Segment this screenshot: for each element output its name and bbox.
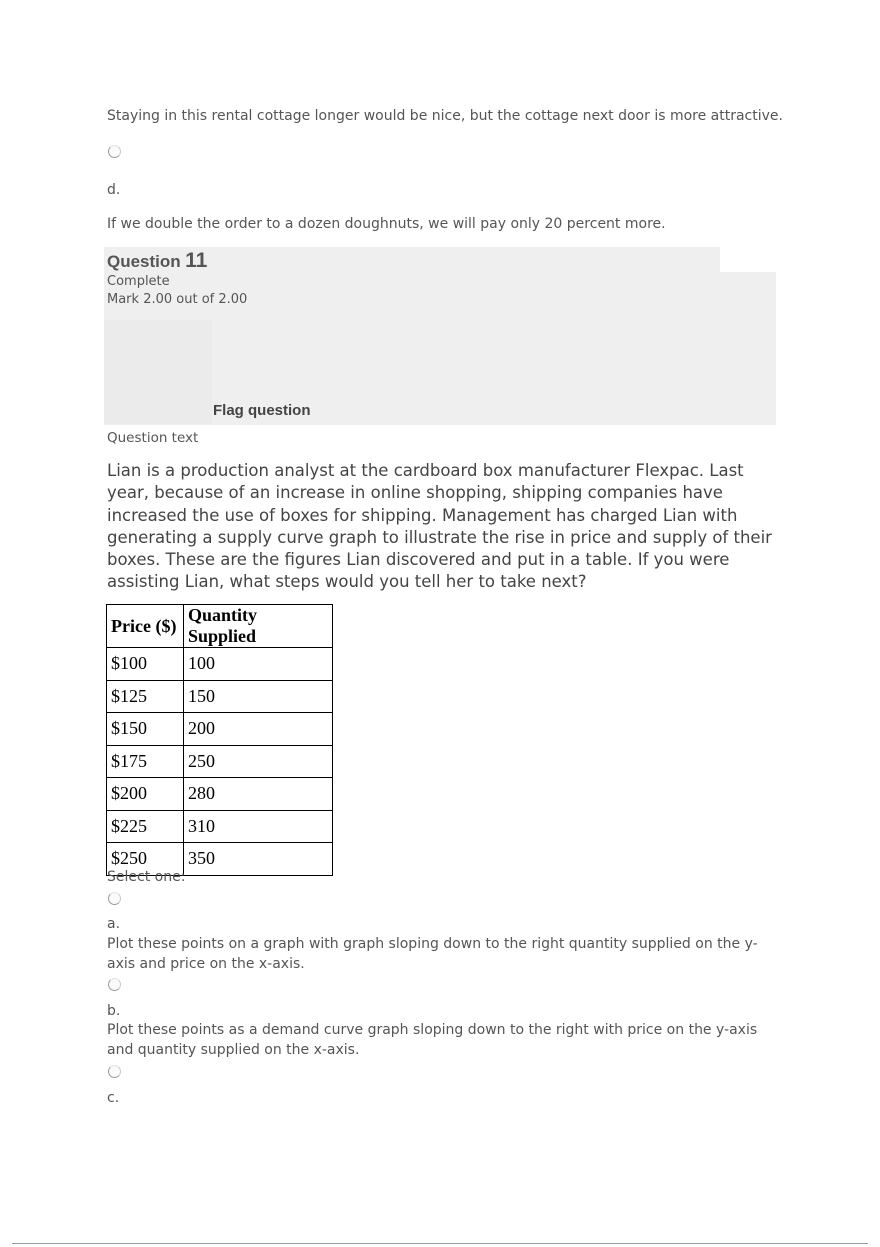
select-one-prompt: Select one: <box>107 869 186 885</box>
price-cell: $225 <box>107 810 184 843</box>
option-a-text: Plot these points on a graph with graph sloping down to the right quantity supplied on the y-axis and price on the x-axis. <box>107 936 758 972</box>
price-cell: $150 <box>107 713 184 746</box>
quantity-cell: 280 <box>184 778 333 811</box>
option-a-label: a. <box>107 916 121 932</box>
header-quantity: Quantity Supplied <box>184 605 333 648</box>
option-c-radio[interactable] <box>108 1065 121 1078</box>
option-c-text: Staying in this rental cottage longer would be nice, but the cottage next door is more attractive. <box>107 108 783 124</box>
option-a-radio[interactable] <box>108 892 121 905</box>
option-b-text: Plot these points as a demand curve graph sloping down to the right with price on the y-axis and quantity supplied on the x-axis. <box>107 1022 758 1058</box>
question-text: Lian is a production analyst at the cardboard box manufacturer Flexpac. Last year, because of an increase in online shopping, shipping companies have increased the use of boxes for shipping. Management has charged Lian with generating a supply curve graph to illustrate the rise in price and supply of their boxes. These are the figures Lian discovered and put in a table. If you were assisting Lian, what steps would you tell her to take next? <box>107 461 772 592</box>
table-row <box>107 778 333 811</box>
question-title-label: Question <box>107 252 181 271</box>
quantity-cell: 200 <box>184 713 333 746</box>
option-d-radio[interactable] <box>108 145 121 158</box>
table-row <box>107 680 333 713</box>
header-price: Price ($) <box>107 605 184 648</box>
quantity-cell: 250 <box>184 745 333 778</box>
flag-question-link[interactable]: Flag question <box>213 402 311 419</box>
price-cell: $100 <box>107 648 184 681</box>
page-footer-divider <box>12 1243 868 1244</box>
supply-table <box>106 604 333 876</box>
option-d-text: If we double the order to a dozen doughnuts, we will pay only 20 percent more. <box>107 216 666 232</box>
table-row <box>107 810 333 843</box>
price-cell: $175 <box>107 745 184 778</box>
price-cell: $200 <box>107 778 184 811</box>
question-text-heading: Question text <box>107 430 199 446</box>
option-b-radio[interactable] <box>108 978 121 991</box>
table-row <box>107 648 333 681</box>
quantity-cell: 150 <box>184 680 333 713</box>
table-row <box>107 745 333 778</box>
option-b-label: b. <box>107 1003 121 1019</box>
price-cell: $125 <box>107 680 184 713</box>
quantity-cell: 350 <box>184 843 333 876</box>
question-mark: Mark 2.00 out of 2.00 <box>107 292 248 307</box>
table-header-row <box>107 605 333 648</box>
question-number: 11 <box>185 249 208 272</box>
quantity-cell: 100 <box>184 648 333 681</box>
question-state: Complete <box>107 274 170 289</box>
question-title <box>107 249 207 273</box>
table-row <box>107 713 333 746</box>
price-cell: $250 <box>107 843 184 876</box>
option-c-label: c. <box>107 1090 120 1106</box>
option-d-label: d. <box>107 182 121 198</box>
flag-column <box>104 320 212 424</box>
quantity-cell: 310 <box>184 810 333 843</box>
